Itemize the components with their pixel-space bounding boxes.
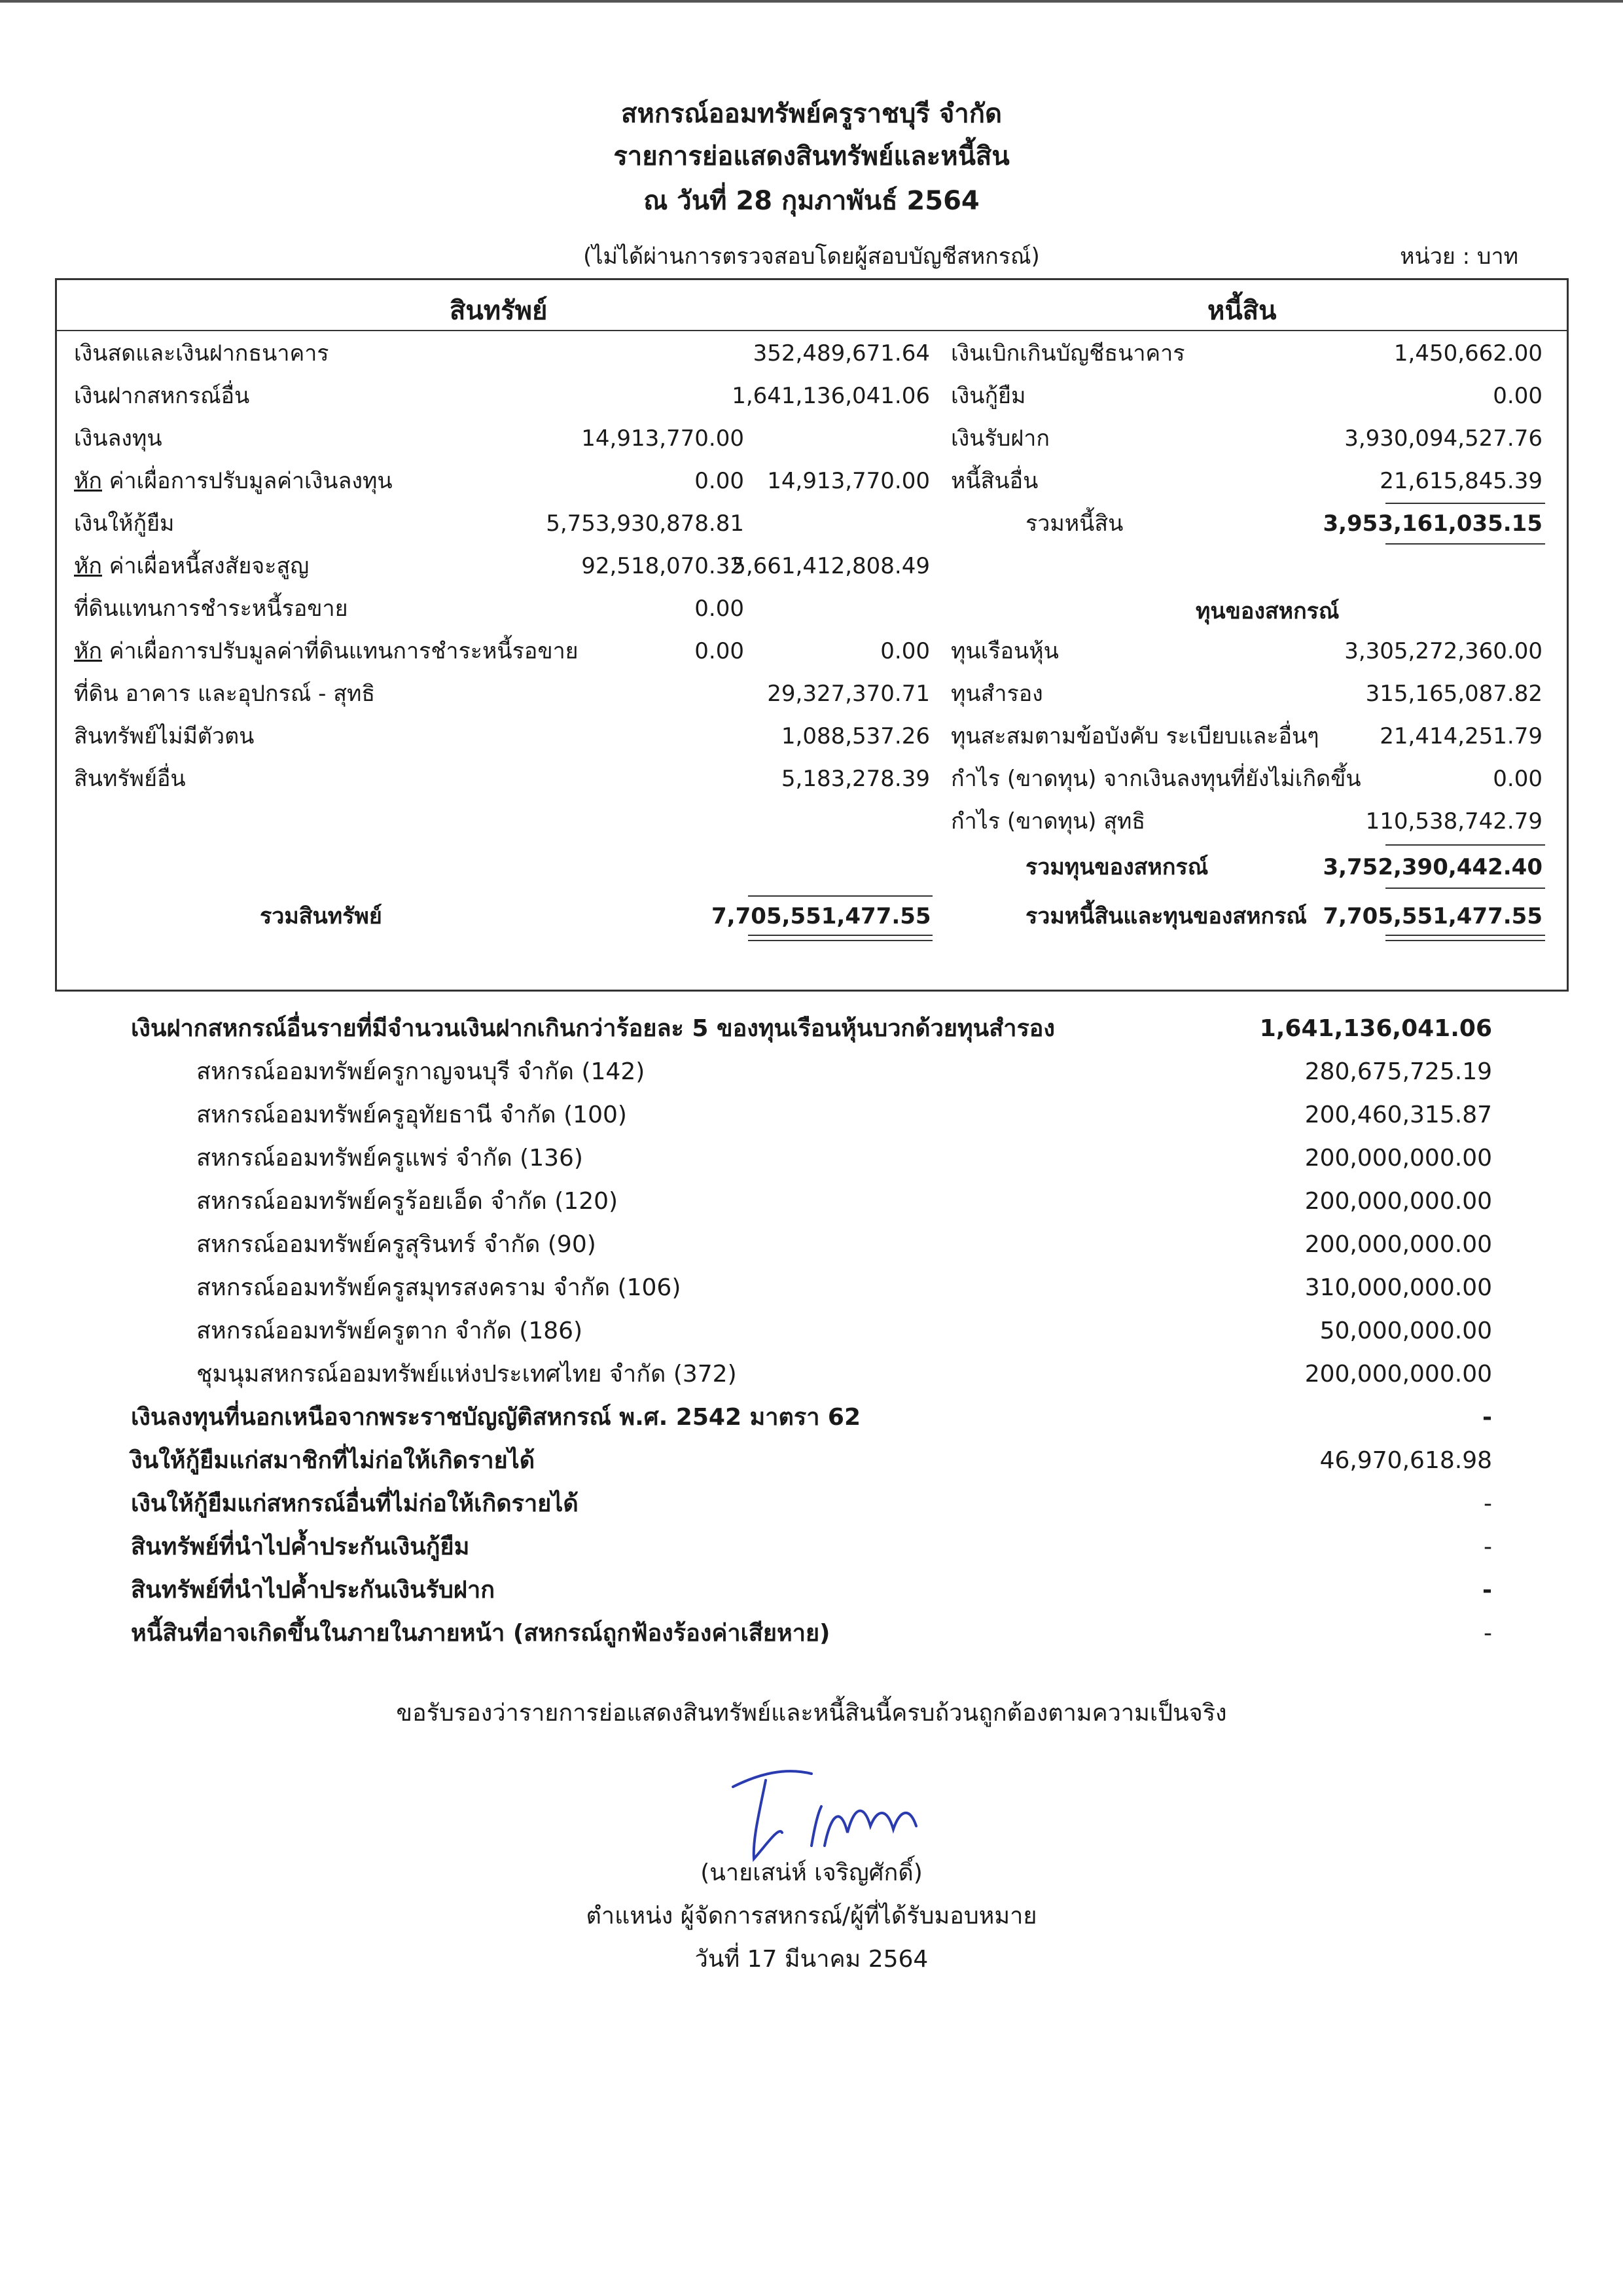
other-item-label: เงินลงทุนที่นอกเหนือจากพระราชบัญญัติสหกรณ์ พ.ศ. 2542 มาตรา 62 [131,1404,861,1431]
asset-subamount: 5,753,930,878.81 [546,511,744,537]
asset-subamount: 0.00 [694,596,744,622]
asset-label: สินทรัพย์อื่น [74,766,186,792]
asset-subamount: 0.00 [694,638,744,664]
detail-item-amount: 200,000,000.00 [1304,1231,1492,1258]
equity-label: ทุนสำรอง [951,681,1043,707]
asset-label: เงินลงทุน [74,425,162,452]
equity-amount: 21,414,251.79 [1380,723,1543,749]
equity-amount: 0.00 [1493,766,1543,792]
asset-label: ที่ดิน อาคาร และอุปกรณ์ - สุทธิ [74,681,376,707]
unit-label: หน่วย : บาท [1400,243,1518,270]
top-border-line [0,0,1623,3]
liability-label: เงินกู้ยืม [951,383,1026,409]
asset-label: สินทรัพย์ไม่มีตัวตน [74,723,255,749]
other-item-amount: - [1484,1534,1492,1560]
grand-total-underline-2 [1385,940,1545,941]
signer-name: (นายเสน่ห์ เจริญศักดิ์) [700,1859,923,1886]
other-item-label: เงินให้กู้ยืมแก่สหกรณ์อื่นที่ไม่ก่อให้เกิดรายได้ [131,1490,579,1517]
asset-label: ที่ดินแทนการชำระหนี้รอขาย [74,596,348,622]
asset-amount: 1,088,537.26 [781,723,930,749]
liability-label: เงินรับฝาก [951,425,1050,452]
certification-text: ขอรับรองว่ารายการย่อแสดงสินทรัพย์และหนี้สินนี้ครบถ้วนถูกต้องตามความเป็นจริง [396,1700,1227,1727]
total-equity-amount: 3,752,390,442.40 [1323,854,1543,880]
asset-label: หัก ค่าเผื่อการปรับมูลค่าที่ดินแทนการชำระหนี้รอขาย [74,638,579,664]
detail-item-label: สหกรณ์ออมทรัพย์ครูร้อยเอ็ด จำกัด (120) [196,1188,618,1215]
detail-heading-amount: 1,641,136,041.06 [1259,1015,1492,1042]
org-name: สหกรณ์ออมทรัพย์ครูราชบุรี จำกัด [621,99,1002,129]
balance-sheet-table [55,278,1569,992]
liability-amount: 3,930,094,527.76 [1344,425,1543,452]
total-assets-underline-2 [748,940,933,941]
liability-amount: 21,615,845.39 [1380,468,1543,494]
asset-amount: 14,913,770.00 [767,468,930,494]
total-liabilities-underline [1385,543,1545,545]
detail-item-label: สหกรณ์ออมทรัพย์ครูตาก จำกัด (186) [196,1318,583,1344]
detail-item-amount: 280,675,725.19 [1304,1058,1492,1085]
total-liabilities-amount: 3,953,161,035.15 [1323,511,1543,537]
equity-amount: 110,538,742.79 [1365,808,1543,834]
detail-item-amount: 200,000,000.00 [1304,1145,1492,1172]
equity-label: กำไร (ขาดทุน) สุทธิ [951,808,1146,834]
liability-amount: 1,450,662.00 [1393,340,1543,367]
asset-amount: 5,661,412,808.49 [732,553,930,579]
asset-label: เงินสดและเงินฝากธนาคาร [74,340,329,367]
detail-item-amount: 200,000,000.00 [1304,1361,1492,1388]
total-liabilities-label: รวมหนี้สิน [1026,511,1124,537]
detail-item-label: สหกรณ์ออมทรัพย์ครูอุทัยธานี จำกัด (100) [196,1102,627,1128]
document-title: รายการย่อแสดงสินทรัพย์และหนี้สิน [613,141,1010,171]
other-item-amount: - [1484,1490,1492,1517]
sign-date: วันที่ 17 มีนาคม 2564 [694,1946,929,1973]
asset-amount: 0.00 [880,638,930,664]
equity-label: กำไร (ขาดทุน) จากเงินลงทุนที่ยังไม่เกิดขึ้น [951,766,1361,792]
grand-total-amount: 7,705,551,477.55 [1323,903,1543,929]
header-divider [57,330,1567,331]
asset-amount: 5,183,278.39 [781,766,930,792]
equity-amount: 315,165,087.82 [1365,681,1543,707]
assets-heading: สินทรัพย์ [450,296,548,326]
equity-label: ทุนเรือนหุ้น [951,638,1059,664]
asset-label: เงินให้กู้ยืม [74,511,175,537]
total-liabilities-topline [1385,503,1545,504]
other-item-amount: - [1482,1577,1492,1604]
liability-label: หนี้สินอื่น [951,468,1039,494]
detail-item-amount: 200,000,000.00 [1304,1188,1492,1215]
grand-total-underline-1 [1385,935,1545,936]
total-assets-amount: 7,705,551,477.55 [711,903,931,929]
asset-amount: 29,327,370.71 [767,681,930,707]
equity-label: ทุนสะสมตามข้อบังคับ ระเบียบและอื่นๆ [951,723,1319,749]
liability-label: เงินเบิกเกินบัญชีธนาคาร [951,340,1185,367]
asset-label: หัก ค่าเผื่อการปรับมูลค่าเงินลงทุน [74,468,393,494]
detail-item-label: สหกรณ์ออมทรัพย์ครูสุรินทร์ จำกัด (90) [196,1231,596,1258]
detail-item-amount: 200,460,315.87 [1304,1102,1492,1128]
asset-label: หัก ค่าเผื่อหนี้สงสัยจะสูญ [74,553,310,579]
detail-item-label: สหกรณ์ออมทรัพย์ครูกาญจนบุรี จำกัด (142) [196,1058,645,1085]
liabilities-heading: หนี้สิน [1207,296,1277,326]
total-equity-underline [1385,888,1545,889]
total-assets-topline [748,895,933,897]
detail-item-amount: 310,000,000.00 [1304,1274,1492,1301]
report-date: ณ วันที่ 28 กุมภาพันธ์ 2564 [643,186,980,216]
total-equity-topline [1385,844,1545,846]
other-item-label: สินทรัพย์ที่นำไปค้ำประกันเงินกู้ยืม [131,1534,470,1560]
other-item-amount: - [1482,1404,1492,1431]
detail-item-amount: 50,000,000.00 [1319,1318,1492,1344]
grand-total-label: รวมหนี้สินและทุนของสหกรณ์ [1026,903,1307,929]
asset-label: เงินฝากสหกรณ์อื่น [74,383,250,409]
total-assets-underline-1 [748,935,933,936]
other-item-label: สินทรัพย์ที่นำไปค้ำประกันเงินรับฝาก [131,1577,495,1604]
asset-amount: 352,489,671.64 [753,340,930,367]
equity-heading: ทุนของสหกรณ์ [1196,598,1340,624]
other-item-label: หนี้สินที่อาจเกิดขึ้นในภายในภายหน้า (สหกรณ์ถูกฟ้องร้องค่าเสียหาย) [131,1620,830,1647]
asset-amount: 1,641,136,041.06 [732,383,930,409]
total-equity-label: รวมทุนของสหกรณ์ [1026,854,1209,880]
asset-subamount: 92,518,070.32 [581,553,744,579]
total-assets-label: รวมสินทรัพย์ [260,903,382,929]
other-item-amount: - [1484,1620,1492,1647]
other-item-label: งินให้กู้ยืมแก่สมาชิกที่ไม่ก่อให้เกิดรายได้ [131,1447,535,1474]
asset-subamount: 14,913,770.00 [581,425,744,452]
detail-item-label: สหกรณ์ออมทรัพย์ครูสมุทรสงคราม จำกัด (106) [196,1274,681,1301]
asset-subamount: 0.00 [694,468,744,494]
other-item-amount: 46,970,618.98 [1319,1447,1492,1474]
detail-heading: เงินฝากสหกรณ์อื่นรายที่มีจำนวนเงินฝากเกินกว่าร้อยละ 5 ของทุนเรือนหุ้นบวกด้วยทุนสำรอง [131,1015,1055,1042]
equity-amount: 3,305,272,360.00 [1344,638,1543,664]
liability-amount: 0.00 [1493,383,1543,409]
detail-item-label: สหกรณ์ออมทรัพย์ครูแพร่ จำกัด (136) [196,1145,583,1172]
audit-note: (ไม่ได้ผ่านการตรวจสอบโดยผู้สอบบัญชีสหกรณ์) [583,243,1040,270]
signer-position: ตำแหน่ง ผู้จัดการสหกรณ์/ผู้ที่ได้รับมอบหมาย [586,1903,1037,1929]
detail-item-label: ชุมนุมสหกรณ์ออมทรัพย์แห่งประเทศไทย จำกัด (372) [196,1361,737,1388]
